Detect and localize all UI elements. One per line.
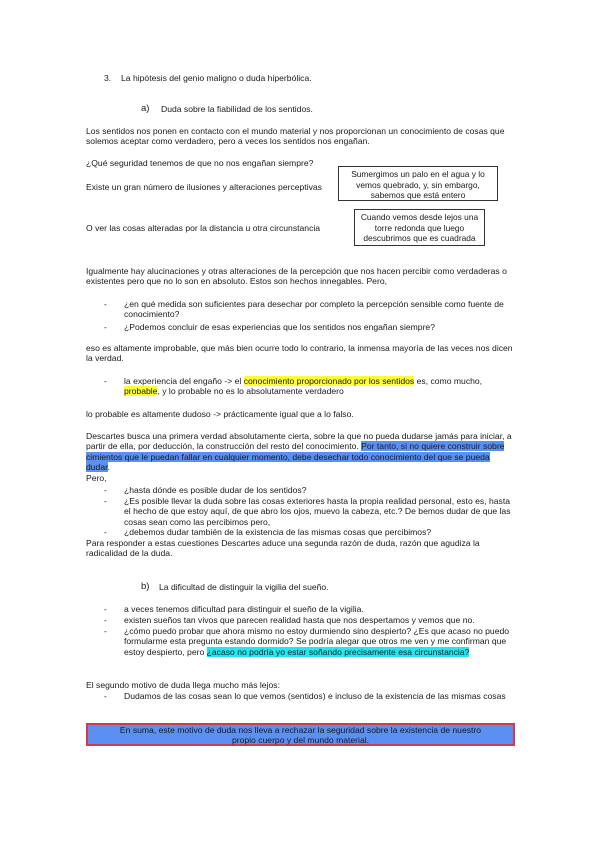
paragraph-senses: Los sentidos nos ponen en contacto con el mundo material y nos proporcionan un conocimiento de cosas que solemos aceptar como verdadero, pero a veces los sentidos nos engañan. (86, 126, 505, 147)
list-item-text: ¿debemos dudar también de la existencia de las mismas cosas que percibimos? (124, 527, 432, 537)
paragraph-descartes: Descartes busca una primera verdad absolutamente cierta, sobre la que no pueda dudarse jamás para iniciar, a partir de ella, por deducción, la construcción del resto del conocimiento. Por tanto, si no quiere construir sobre cimientos que le puedan fallar en cualquier momento, debe desechar todo conocimiento del que se pueda dudar. (86, 431, 512, 473)
list-item-text: Dudamos de las cosas sean lo que vemos (sentidos) e incluso de la existencia de las mismas cosas (124, 691, 506, 701)
line-probable-doubtful: lo probable es altamente dudoso -> prácticamente igual que a lo falso. (86, 409, 354, 419)
subsection-b-title: La dificultad de distinguir la vigilia del sueño. (159, 582, 329, 592)
paragraph-second-reason: Para responder a estas cuestiones Descartes aduce una segunda razón de duda, razón que agudiza la radicalidad de la duda. (86, 538, 480, 559)
section-heading: La hipótesis del genio maligno o duda hiperbólica. (121, 73, 312, 83)
subsection-a-label: a) (141, 103, 150, 114)
illusions-text: Existe un gran número de ilusiones y alteraciones perceptivas (86, 182, 322, 192)
list-item-text: ¿Podemos concluir de esas experiencias que los sentidos nos engañan siempre? (124, 322, 435, 332)
highlight-senses-knowledge: conocimiento proporcionado por los sentidos (243, 376, 415, 386)
paragraph-improbable: eso es altamente improbable, que más bien ocurre todo lo contrario, la inmensa mayoría de las veces nos dicen la verdad. (86, 343, 513, 364)
example-box-tower: Cuando vemos desde lejos una torre redonda que luego descubrimos que es cuadrada (354, 209, 485, 246)
question-deception: ¿Qué seguridad tenemos de que no nos engañan siempre? (86, 158, 314, 168)
list-item-text: la experiencia del engaño -> el conocimiento proporcionado por los sentidos es, como mucho, probable, y lo probable no es lo absolutamente verdadero (124, 376, 483, 397)
bullet-dash: - (104, 604, 107, 614)
pero-text: Pero, (86, 473, 107, 483)
list-item-text: ¿cómo puedo probar que ahora mismo no estoy durmiendo sino despierto? ¿Es que acaso no puedo formularme esta pregunta estando dormido? Se podría alegar que otros me ven y me confirman que estoy despierto, pero ¿acaso no podría yo estar soñando precisamente esa circunstancia? (124, 626, 510, 657)
list-item-text: a veces tenemos dificultad para distinguir el sueño de la vigilia. (124, 604, 364, 614)
section-number: 3. (104, 73, 112, 83)
line-second-motive: El segundo motivo de duda llega mucho más lejos: (86, 680, 280, 690)
subsection-a-title: Duda sobre la fiabilidad de los sentidos. (161, 104, 313, 114)
bullet-dash: - (104, 615, 107, 625)
list-item-text: existen sueños tan vivos que parecen realidad hasta que nos despertamos y vemos que no. (124, 615, 475, 625)
bullet-dash: - (104, 299, 107, 309)
bullet-dash: - (104, 322, 107, 332)
highlight-discard-doubtful: Por tanto, si no quiere construir sobre cimientos que le puedan fallar en cualquier momento, debe desechar todo conocimiento del que se pueda dudar (86, 441, 505, 473)
summary-box: En suma, este motivo de duda nos lleva a rechazar la seguridad sobre la existencia de nuestro propio cuerpo y del mundo material. (86, 723, 515, 746)
bullet-dash: - (104, 496, 107, 506)
bullet-dash: - (104, 691, 107, 701)
distance-text: O ver las cosas alteradas por la distancia u otra circunstancia (86, 223, 321, 233)
list-item-text: ¿hasta dónde es posible dudar de los sentidos? (124, 485, 307, 495)
subsection-b-label: b) (141, 581, 150, 592)
list-item-text: ¿en qué medida son suficientes para desechar por completo la percepción sensible como fuente de conocimiento? (124, 299, 504, 320)
list-item-text: ¿Es posible llevar la duda sobre las cosas exteriores hasta la propia realidad personal, esto es, hasta el hecho de que estoy aquí, de que abro los ojos, muevo la cabeza, etc.? De bemos dudar de que las cosas sean como las percibimos pero, (124, 496, 511, 527)
bullet-dash: - (104, 527, 107, 537)
bullet-dash: - (104, 626, 107, 636)
highlight-dreaming: ¿acaso no podría yo estar soñando precisamente esa circunstancia? (206, 646, 470, 657)
bullet-dash: - (104, 485, 107, 495)
bullet-dash: - (104, 376, 107, 386)
example-box-stick: Sumergimos un palo en el agua y lo vemos quebrado, y, sin embargo, sabemos que está entero (338, 166, 498, 201)
highlight-probable: probable (124, 386, 158, 397)
paragraph-hallucinations: Igualmente hay alucinaciones y otras alteraciones de la percepción que nos hacen percibir como verdaderas o existentes pero que no lo son en absoluto. Estos son hechos innegables. Pero, (86, 266, 507, 287)
